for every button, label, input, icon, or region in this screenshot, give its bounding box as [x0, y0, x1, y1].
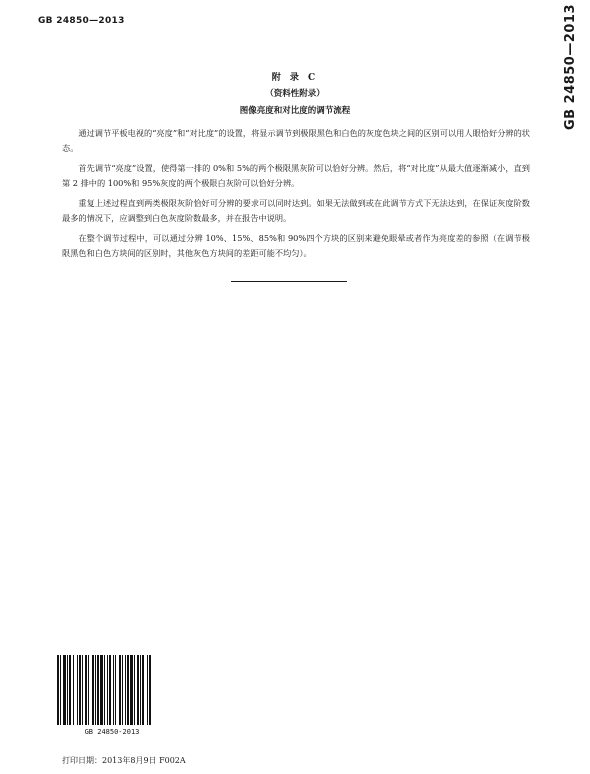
barcode-bar	[142, 655, 144, 725]
barcode-bar	[63, 655, 66, 725]
barcode-number: GB 24850-2013	[84, 728, 140, 736]
barcode-bar	[82, 655, 83, 725]
barcode-bar	[107, 655, 108, 725]
header-standard-code: GB 24850—2013	[38, 16, 125, 26]
barcode-bar	[57, 655, 59, 725]
barcode-graphic	[57, 655, 167, 725]
barcode-bar	[130, 655, 133, 725]
barcode-bar	[127, 655, 129, 725]
barcode-bar	[92, 655, 94, 725]
barcode-bar	[125, 655, 126, 725]
barcode-bar	[113, 655, 114, 725]
appendix-subtitle: （资料性附录）	[265, 89, 325, 99]
barcode-bar	[77, 655, 78, 725]
barcode-bar	[69, 655, 71, 725]
barcode-bar	[109, 655, 111, 725]
barcode-bar	[79, 655, 81, 725]
paragraph-3: 重复上述过程直到两类极限灰阶恰好可分辨的要求可以同时达到。如果无法做到或在此调节方式下无法达到，在保证灰度阶数最多的情况下，应调整到白色灰度阶数最多，并在报告中说明。	[62, 198, 530, 224]
barcode-bar	[149, 655, 151, 725]
barcode-bar	[147, 655, 148, 725]
barcode-bar	[140, 655, 141, 725]
paragraph-2: 首先调节“亮度”设置，使得第一排的 0%和 5%的两个极限黑灰阶可以恰好分辨。然后，将“对比度”从最大值逐渐减小，直到第 2 排中的 100%和 95%灰度的两个极限白灰阶可以恰好分辨。	[62, 163, 530, 189]
barcode-bar	[60, 655, 61, 725]
barcode-bar	[97, 655, 99, 725]
barcode-bar	[134, 655, 135, 725]
barcode-bar	[137, 655, 139, 725]
appendix-name: 图像亮度和对比度的调节流程	[239, 106, 351, 116]
barcode-bar	[85, 655, 87, 725]
barcode-bar	[95, 655, 96, 725]
end-rule	[231, 281, 347, 282]
paragraph-4: 在整个调节过程中，可以通过分辨 10%、15%、85%和 90%四个方块的区别来避免眼晕或者作为亮度差的参照（在调节极限黑色和白色方块间的区别时，其他灰色方块间的差距可能不均匀）。	[62, 233, 530, 259]
barcode-bar	[119, 655, 121, 725]
print-date: 打印日期：2013年8月9日 F002A	[62, 756, 186, 765]
barcode	[57, 655, 167, 736]
barcode-bar	[73, 655, 74, 725]
appendix-title: 附 录 C	[271, 73, 319, 83]
barcode-bar	[100, 655, 103, 725]
paragraph-1: 通过调节平板电视的“亮度”和“对比度”的设置，将显示调节到极限黑色和白色的灰度色块之间的区别可以用人眼恰好分辨的状态。	[62, 128, 530, 154]
barcode-bar	[104, 655, 105, 725]
side-standard-code-text: GB 24850—2013	[563, 3, 578, 130]
barcode-bar	[67, 655, 68, 725]
barcode-bar	[88, 655, 89, 725]
barcode-bar	[115, 655, 116, 725]
barcode-bar	[122, 655, 123, 725]
